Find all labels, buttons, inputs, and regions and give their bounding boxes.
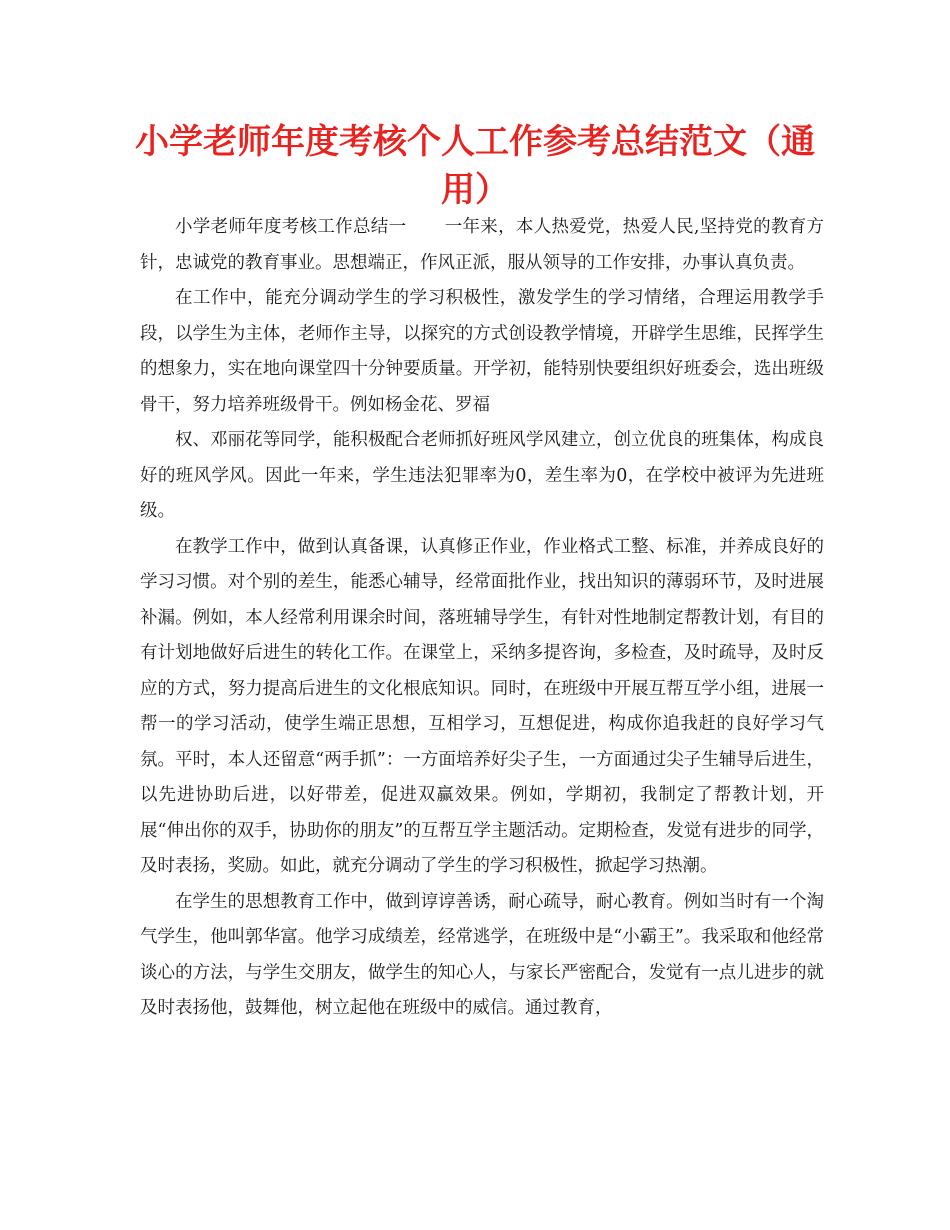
- paragraph-2: 在工作中，能充分调动学生的学习积极性，激发学生的学习情绪，合理运用教学手段，以学生为主体，老师作主导，以探究的方式创设教学情境，开辟学生思维，民挥学生的想象力，实在地向课堂四十分钟要质量。开学初，能特别快要组织好班委会，选出班级骨干，努力培养班级骨干。例如杨金花、罗福: [140, 288, 824, 415]
- paragraph-3: 权、邓丽花等同学，能积极配合老师抓好班风学风建立，创立优良的班集体，构成良好的班风学风。因此一年来，学生违法犯罪率为0，差生率为0，在学校中被评为先进班级。: [140, 430, 824, 521]
- section-heading: 小学老师年度考核工作总结一: [175, 217, 407, 237]
- paragraph-1: [140, 210, 824, 281]
- paragraph-4: 在教学工作中，做到认真备课，认真修正作业，作业格式工整、标准，并养成良好的学习习惯。对个别的差生，能悉心辅导，经常面批作业，找出知识的薄弱环节，及时进展补漏。例如，本人经常利用课余时间，落班辅导学生，有针对性地制定帮教计划，有目的有计划地做好后进生的转化工作。在课堂上，采纳多提咨询，多检查，及时疏导，及时反应的方式，努力提高后进生的文化根底知识。同时，在班级中开展互帮互学小组，进展一帮一的学习活动，使学生端正思想，互相学习，互想促进，构成你追我赶的良好学习气氛。平时，本人还留意“两手抓”：一方面培养好尖子生，一方面通过尖子生辅导后进生，以先进协助后进，以好带差，促进双赢效果。例如，学期初，我制定了帮教计划，开展“伸出你的双手，协助你的朋友”的互帮互学主题活动。定期检查，发觉有进步的同学，及时表扬，奖励。如此，就充分调动了学生的学习积极性，掀起学习热潮。: [140, 536, 824, 876]
- document-body: [140, 210, 824, 1027]
- paragraph-text: 一年来，本人热爱党，热爱人民,坚持党的教育方针，忠诚党的教育事业。思想端正，作风正派，服从领导的工作安排，办事认真负责。: [140, 217, 825, 273]
- document-title: 小学老师年度考核个人工作参考总结范文（通用）: [135, 122, 815, 210]
- paragraph-5: 在学生的思想教育工作中，做到谆谆善诱，耐心疏导，耐心教育。例如当时有一个淘气学生，他叫郭华富。他学习成绩差，经常逃学，在班级中是“小霸王”。我采取和他经常谈心的方法，与学生交朋友，做学生的知心人，与家长严密配合，发觉有一点儿进步的就及时表扬他，鼓舞他，树立起他在班级中的威信。通过教育，: [140, 891, 824, 1018]
